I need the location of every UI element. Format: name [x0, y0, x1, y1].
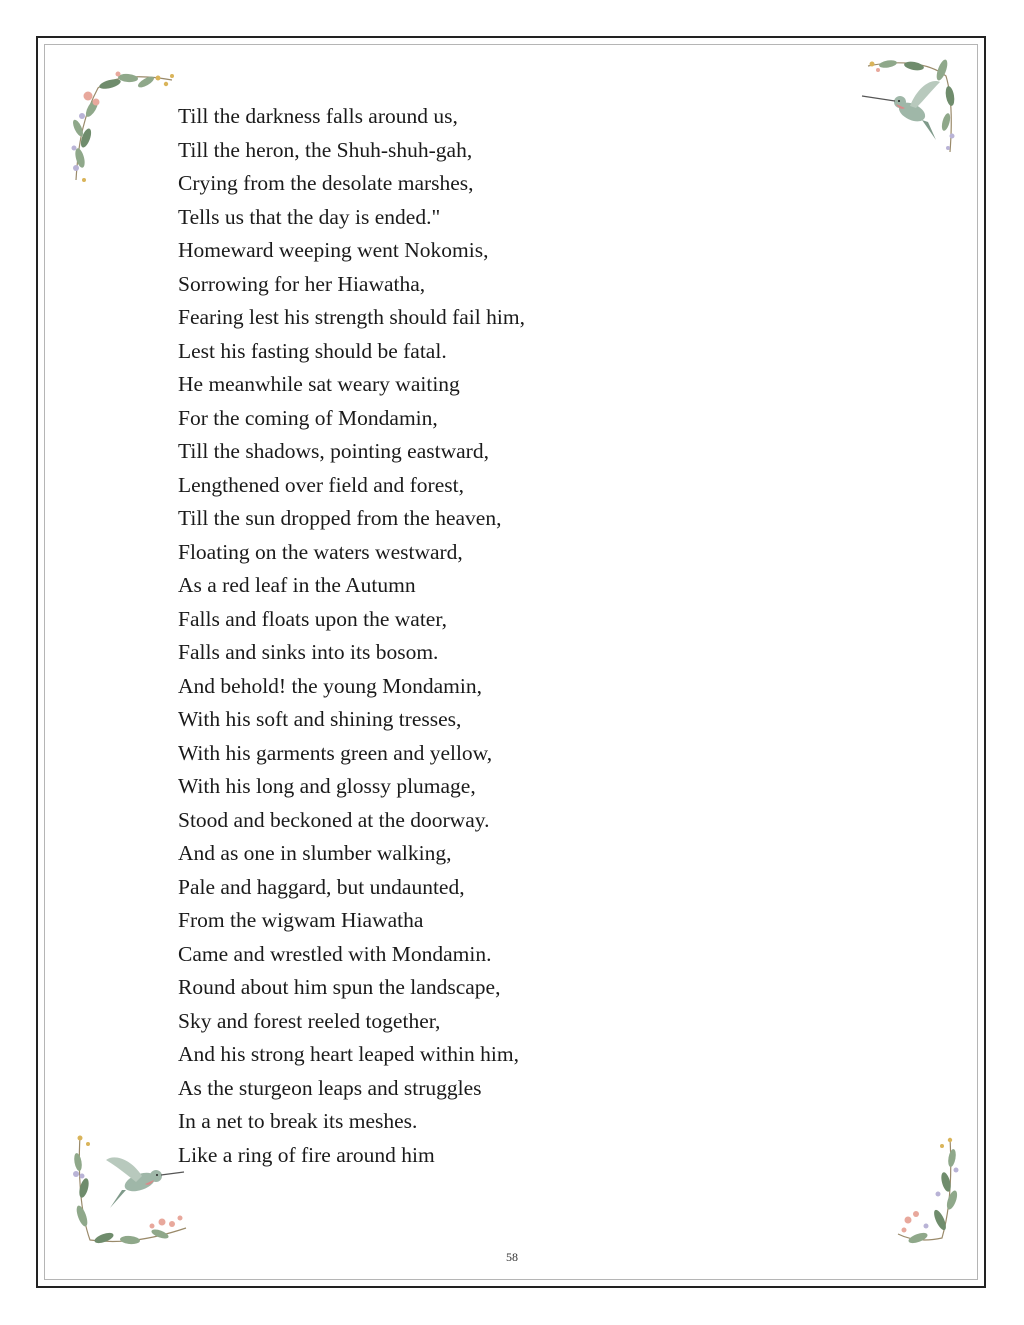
bottom-left-hummingbird-floral-icon	[70, 1132, 188, 1248]
poem-line: With his soft and shining tresses,	[178, 707, 462, 731]
poem-line: He meanwhile sat weary waiting	[178, 372, 460, 396]
poem-line: From the wigwam Hiawatha	[178, 908, 424, 932]
top-left-floral-corner-icon	[68, 68, 178, 188]
bottom-right-floral-corner-icon	[894, 1134, 960, 1246]
poem-line: Till the sun dropped from the heaven,	[178, 506, 502, 530]
poem-line: Lengthened over field and forest,	[178, 472, 464, 497]
poem-line: For the coming of Mondamin,	[178, 405, 438, 430]
poem-line: Round about him spun the landscape,	[178, 975, 501, 999]
poem-line: Falls and sinks into its bosom.	[178, 640, 439, 664]
poem-line: Like a ring of fire around him	[178, 1142, 435, 1167]
poem-line: Lest his fasting should be fatal.	[178, 338, 447, 363]
page-number: 58	[506, 1250, 518, 1264]
poem-line: Stood and beckoned at the doorway.	[178, 807, 490, 832]
poem-line: With his garments green and yellow,	[178, 740, 493, 765]
poem-line: Tells us that the day is ended."	[178, 204, 441, 229]
top-right-hummingbird-floral-icon	[858, 56, 958, 156]
poem-line: Falls and floats upon the water,	[178, 606, 448, 631]
poem-line: Homeward weeping went Nokomis,	[178, 238, 489, 262]
poem-line: In a net to break its meshes.	[178, 1109, 418, 1133]
poem-line: Pale and haggard, but undaunted,	[178, 874, 465, 899]
poem-line: Till the shadows, pointing eastward,	[178, 439, 489, 463]
poem-line: Sky and forest reeled together,	[178, 1008, 441, 1033]
poem-line: Fearing lest his strength should fail him,	[178, 305, 525, 329]
poem-line: With his long and glossy plumage,	[178, 774, 476, 798]
poem-line: And as one in slumber walking,	[178, 841, 452, 865]
poem-line: And his strong heart leaped within him,	[178, 1042, 519, 1066]
poem-line: Sorrowing for her Hiawatha,	[178, 271, 426, 296]
poem-text	[178, 100, 525, 1172]
poem-line: Crying from the desolate marshes,	[178, 171, 474, 195]
poem-line: Came and wrestled with Mondamin.	[178, 941, 492, 966]
poem-line: Floating on the waters westward,	[178, 539, 463, 564]
poem-line: As the sturgeon leaps and struggles	[178, 1075, 482, 1100]
poem-line: Till the darkness falls around us,	[178, 104, 458, 128]
poem-line: Till the heron, the Shuh-shuh-gah,	[178, 137, 473, 162]
poem-line: And behold! the young Mondamin,	[178, 673, 482, 698]
poem-line: As a red leaf in the Autumn	[178, 573, 416, 597]
